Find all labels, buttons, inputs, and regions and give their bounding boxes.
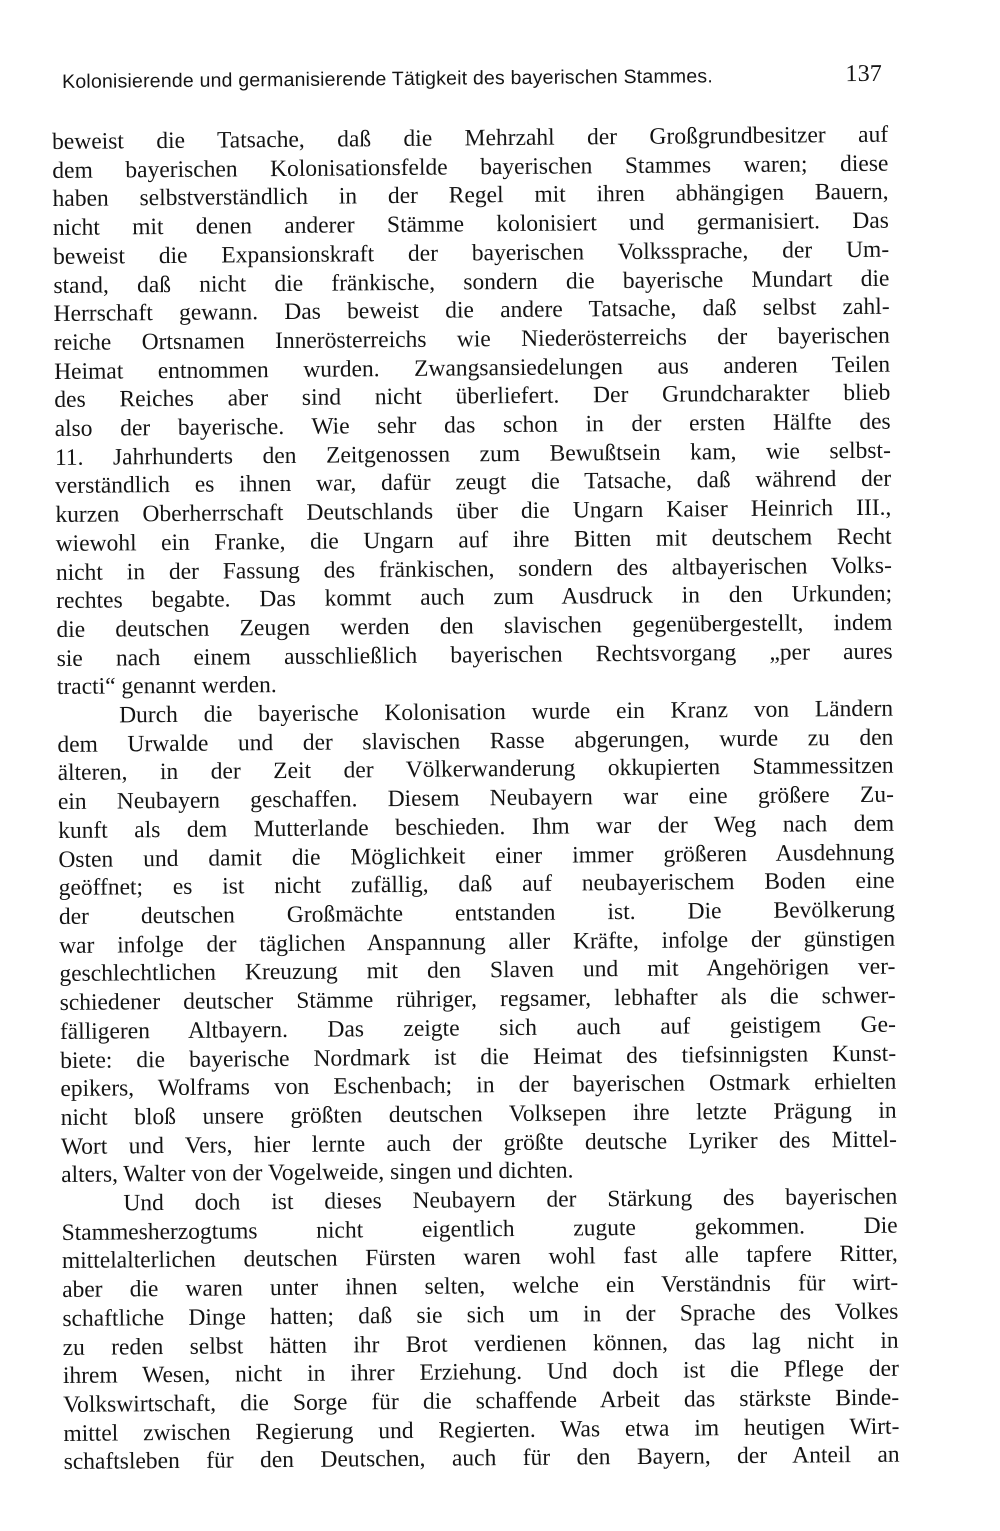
- text-line: beweist die Tatsache, daß die Mehrzahl der Großgrundbesitzer auf: [52, 121, 889, 155]
- text-line: Und doch ist dieses Neubayern der Stärkung des bayerischen: [123, 1183, 898, 1217]
- page-number: 137: [845, 60, 883, 88]
- text-line: Heimat entnommen wurden. Zwangsansiedelungen aus anderen Teilen: [54, 351, 891, 385]
- text-line: schaftsleben für den Deutschen, auch für den Bayern, der Anteil an: [63, 1441, 900, 1476]
- text-line: fälligeren Altbayern. Das zeigte sich auch auf geistigem Ge-: [59, 1011, 896, 1045]
- text-line: ihrem Wesen, nicht in ihrer Erziehung. Und doch ist die Pflege der: [62, 1355, 899, 1390]
- text-line: älteren, in der Zeit der Völkerwanderung okkupierten Stammessitzen: [57, 753, 894, 787]
- text-line: Volkswirtschaft, die Sorge für die schaffende Arbeit das stärkste Binde-: [63, 1384, 900, 1418]
- text-line: die deutschen Zeugen werden den slavischen gegenübergestellt, indem: [56, 609, 893, 643]
- text-line: mittelalterlichen deutschen Fürsten waren wohl fast alle tapfere Ritter,: [61, 1241, 898, 1275]
- text-line: beweist die Expansionskraft der bayerischen Volkssprache, der Um-: [53, 236, 890, 270]
- text-line: Stammesherzogtums nicht eigentlich zugute gekommen. Die: [61, 1212, 898, 1246]
- text-line: haben selbstverständlich in der Regel mit ihren abhängigen Bauern,: [52, 179, 889, 213]
- text-line: der deutschen Großmächte entstanden ist. Die Bevölkerung: [58, 896, 895, 930]
- text-line: nicht bloß unsere größten deutschen Volksepen ihre letzte Prägung in: [60, 1097, 897, 1131]
- text-line: dem bayerischen Kolonisationsfelde bayerischen Stammes waren; diese: [52, 150, 889, 184]
- text-line: Osten und damit die Möglichkeit einer immer größeren Ausdehnung: [58, 839, 895, 873]
- text-line: Wort und Vers, hier lernte auch der größte deutsche Lyriker des Mittel-: [60, 1126, 897, 1160]
- text-line: kunft als dem Mutterlande beschieden. Ihm war der Weg nach dem: [58, 810, 895, 844]
- text-line: stand, daß nicht die fränkische, sondern die bayerische Mundart die: [53, 265, 890, 299]
- text-line: biete: die bayerische Nordmark ist die Heimat des tiefsinnigsten Kunst-: [60, 1040, 897, 1074]
- running-title: Kolonisierende und germanisierende Tätigkeit des bayerischen Stammes.: [62, 65, 713, 93]
- text-line: schaftliche Dinge hatten; daß sie sich um in der Sprache des Volkes: [62, 1298, 899, 1332]
- text-line: wiewohl ein Franke, die Ungarn auf ihre Bitten mit deutschem Recht: [55, 523, 892, 557]
- text-line: tracti“ genannt werden.: [56, 672, 277, 701]
- text-line: Herrschaft gewann. Das beweist die andere Tatsache, daß selbst zahl-: [53, 293, 890, 328]
- text-line: 11. Jahrhunderts den Zeitgenossen zum Bewußtsein kam, wie selbst-: [54, 437, 891, 471]
- text-line: war infolge der täglichen Anspannung aller Kräfte, infolge der günstigen: [59, 925, 896, 959]
- text-line: mittel zwischen Regierung und Regierten. Was etwa im heutigen Wirt-: [63, 1413, 900, 1447]
- text-line: des Reiches aber sind nicht überliefert. Der Grundcharakter blieb: [54, 380, 891, 414]
- text-line: also der bayerische. Wie sehr das schon in der ersten Hälfte des: [54, 408, 891, 443]
- text-line: reiche Ortsnamen Innerösterreichs wie Niederösterreichs der bayerischen: [53, 322, 890, 356]
- body-text: [52, 121, 900, 1477]
- text-line: dem Urwalde und der slavischen Rasse abgerungen, wurde zu den: [57, 724, 894, 758]
- text-line: epikers, Wolframs von Eschenbach; in der bayerischen Ostmark erhielten: [60, 1068, 897, 1103]
- text-line: alters, Walter von der Vogelweide, singen und dichten.: [61, 1157, 574, 1189]
- paragraph-1: [52, 121, 893, 702]
- running-header: [62, 61, 882, 95]
- paragraph-2: [57, 695, 897, 1190]
- text-line: kurzen Oberherrschaft Deutschlands über die Ungarn Kaiser Heinrich III.,: [55, 494, 892, 529]
- text-line: verständlich es ihnen war, dafür zeugt die Tatsache, daß während der: [55, 466, 892, 500]
- text-line: aber die waren unter ihnen selten, welche ein Verständnis für wirt-: [62, 1269, 899, 1304]
- text-line: geschlechtlichen Kreuzung mit den Slaven und mit Angehörigen ver-: [59, 954, 896, 988]
- text-line: ein Neubayern geschaffen. Diesem Neubayern war eine größere Zu-: [57, 781, 894, 816]
- paragraph-3: [61, 1183, 899, 1477]
- text-line: geöffnet; es ist nicht zufällig, daß auf neubayerischem Boden eine: [58, 867, 895, 902]
- text-line: rechtes begabte. Das kommt auch zum Ausdruck in den Urkunden;: [56, 580, 893, 615]
- text-line: nicht mit denen anderer Stämme kolonisiert und germanisiert. Das: [52, 207, 889, 242]
- text-line: nicht in der Fassung des fränkischen, sondern des altbayerischen Volks-: [55, 552, 892, 586]
- text-line: schiedener deutscher Stämme rühriger, regsamer, lebhafter als die schwer-: [59, 982, 896, 1017]
- text-line: Durch die bayerische Kolonisation wurde ein Kranz von Ländern: [119, 695, 894, 729]
- text-line: zu reden selbst hätten ihr Brot verdienen können, das lag nicht in: [62, 1327, 899, 1361]
- text-line: sie nach einem ausschließlich bayerischen Rechtsvorgang „per aures: [56, 638, 893, 672]
